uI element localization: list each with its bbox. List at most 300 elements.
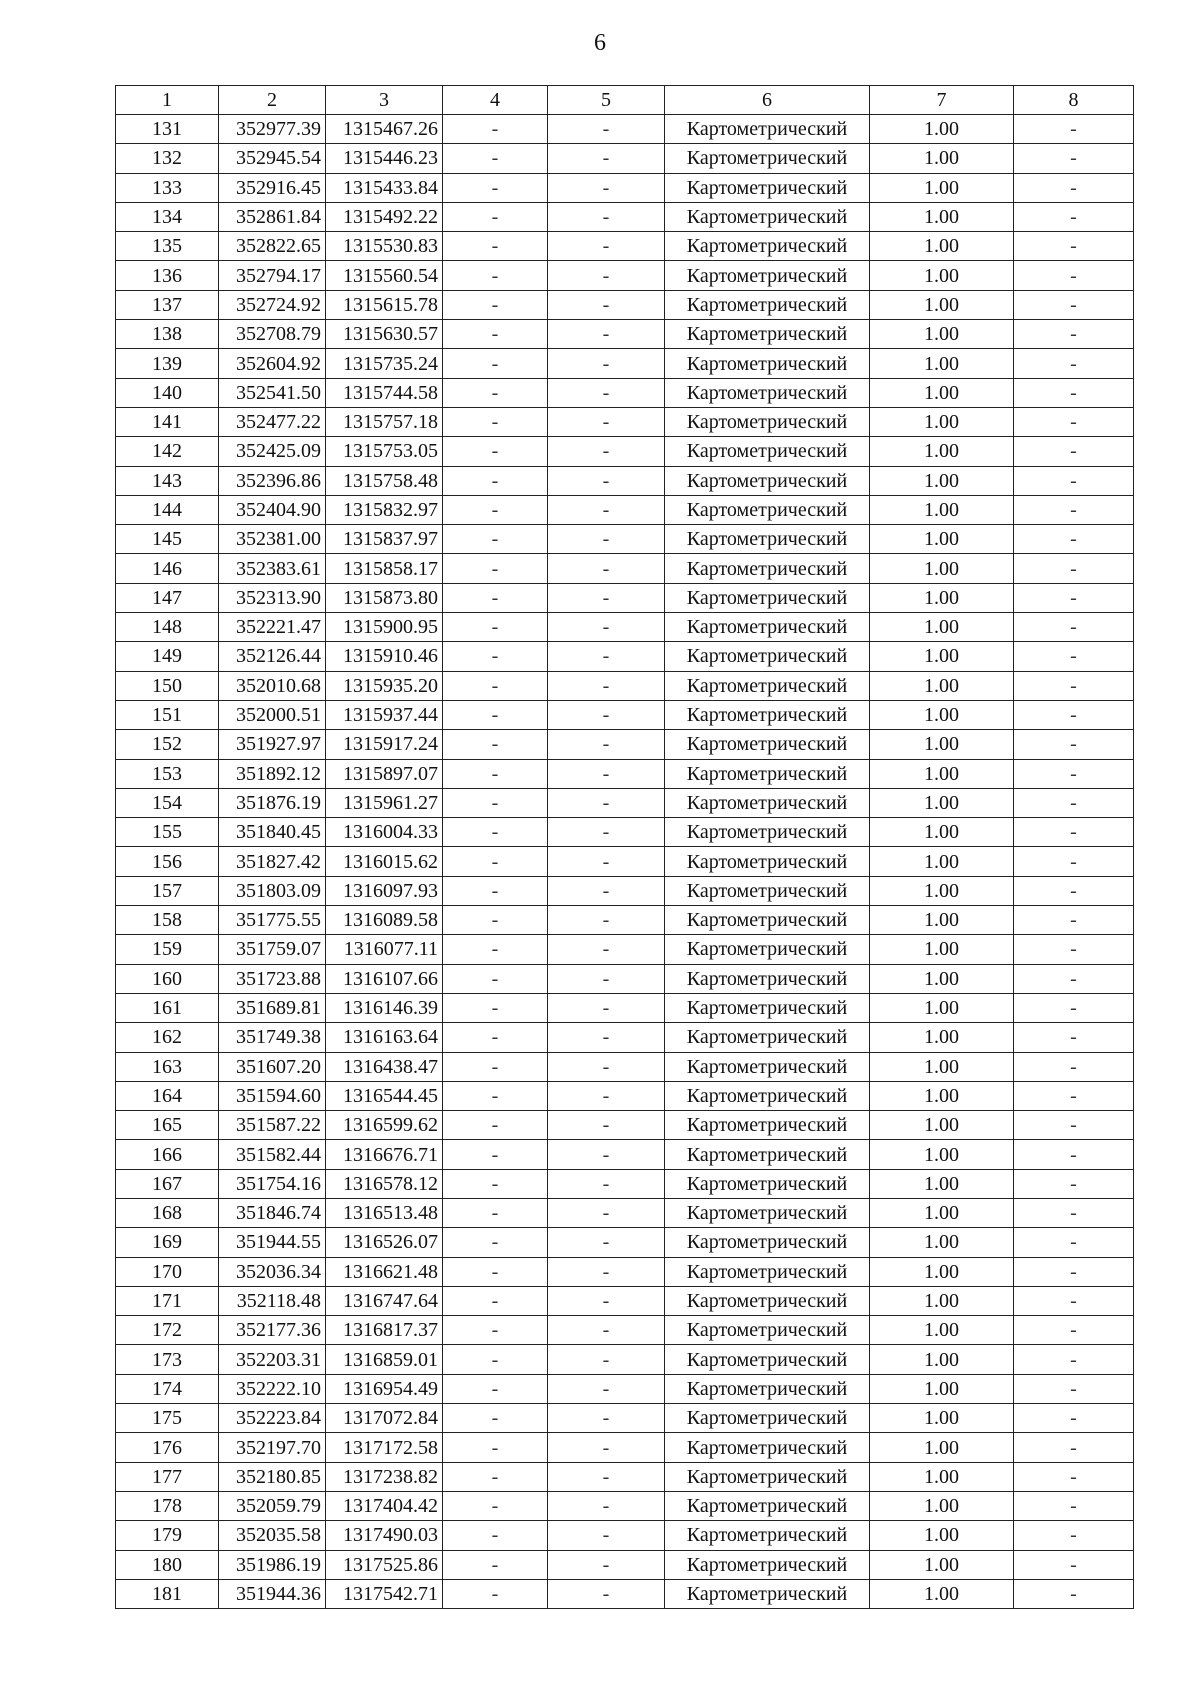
column-4-cell: -	[443, 759, 548, 788]
column-4-cell: -	[443, 407, 548, 436]
method-cell: Картометрический	[665, 437, 870, 466]
x-coordinate-cell: 351775.55	[219, 906, 326, 935]
column-4-cell: -	[443, 613, 548, 642]
column-5-cell: -	[548, 1433, 665, 1462]
method-cell: Картометрический	[665, 466, 870, 495]
column-4-cell: -	[443, 290, 548, 319]
table-row	[116, 993, 1134, 1022]
method-cell: Картометрический	[665, 1433, 870, 1462]
x-coordinate-cell: 351607.20	[219, 1052, 326, 1081]
column-8-cell: -	[1014, 993, 1134, 1022]
column-5-cell: -	[548, 935, 665, 964]
column-5-cell: -	[548, 1023, 665, 1052]
column-5-cell: -	[548, 1257, 665, 1286]
accuracy-cell: 1.00	[870, 1550, 1014, 1579]
column-4-cell: -	[443, 847, 548, 876]
x-coordinate-cell: 351986.19	[219, 1550, 326, 1579]
x-coordinate-cell: 352059.79	[219, 1491, 326, 1520]
column-4-cell: -	[443, 1550, 548, 1579]
column-8-cell: -	[1014, 730, 1134, 759]
x-coordinate-cell: 351582.44	[219, 1140, 326, 1169]
table-row	[116, 847, 1134, 876]
accuracy-cell: 1.00	[870, 437, 1014, 466]
accuracy-cell: 1.00	[870, 1433, 1014, 1462]
table-row	[116, 1462, 1134, 1491]
column-8-cell: -	[1014, 935, 1134, 964]
x-coordinate-cell: 351689.81	[219, 993, 326, 1022]
accuracy-cell: 1.00	[870, 1316, 1014, 1345]
accuracy-cell: 1.00	[870, 906, 1014, 935]
accuracy-cell: 1.00	[870, 671, 1014, 700]
accuracy-cell: 1.00	[870, 1257, 1014, 1286]
column-4-cell: -	[443, 466, 548, 495]
column-5-cell: -	[548, 525, 665, 554]
point-number-cell: 172	[116, 1316, 219, 1345]
y-coordinate-cell: 1315937.44	[326, 700, 443, 729]
accuracy-cell: 1.00	[870, 759, 1014, 788]
point-number-cell: 161	[116, 993, 219, 1022]
accuracy-cell: 1.00	[870, 1404, 1014, 1433]
accuracy-cell: 1.00	[870, 1111, 1014, 1140]
point-number-cell: 160	[116, 964, 219, 993]
column-8-cell: -	[1014, 1052, 1134, 1081]
y-coordinate-cell: 1317490.03	[326, 1521, 443, 1550]
accuracy-cell: 1.00	[870, 935, 1014, 964]
column-8-cell: -	[1014, 1228, 1134, 1257]
table-row	[116, 378, 1134, 407]
x-coordinate-cell: 351587.22	[219, 1111, 326, 1140]
table-row	[116, 554, 1134, 583]
table-row	[116, 1374, 1134, 1403]
point-number-cell: 173	[116, 1345, 219, 1374]
method-cell: Картометрический	[665, 232, 870, 261]
table-row	[116, 495, 1134, 524]
y-coordinate-cell: 1315492.22	[326, 202, 443, 231]
table-row	[116, 818, 1134, 847]
column-header-1: 1	[116, 86, 219, 115]
table-row	[116, 144, 1134, 173]
method-cell: Картометрический	[665, 700, 870, 729]
x-coordinate-cell: 352945.54	[219, 144, 326, 173]
point-number-cell: 181	[116, 1579, 219, 1608]
column-4-cell: -	[443, 935, 548, 964]
column-4-cell: -	[443, 1023, 548, 1052]
column-4-cell: -	[443, 1433, 548, 1462]
method-cell: Картометрический	[665, 1198, 870, 1227]
table-row	[116, 115, 1134, 144]
point-number-cell: 164	[116, 1081, 219, 1110]
point-number-cell: 150	[116, 671, 219, 700]
column-8-cell: -	[1014, 320, 1134, 349]
column-5-cell: -	[548, 1081, 665, 1110]
column-8-cell: -	[1014, 1286, 1134, 1315]
column-4-cell: -	[443, 1521, 548, 1550]
column-header-7: 7	[870, 86, 1014, 115]
accuracy-cell: 1.00	[870, 1579, 1014, 1608]
method-cell: Картометрический	[665, 525, 870, 554]
method-cell: Картометрический	[665, 613, 870, 642]
table-row	[116, 1052, 1134, 1081]
table-row	[116, 700, 1134, 729]
method-cell: Картометрический	[665, 1257, 870, 1286]
x-coordinate-cell: 352477.22	[219, 407, 326, 436]
point-number-cell: 163	[116, 1052, 219, 1081]
table-row	[116, 1579, 1134, 1608]
method-cell: Картометрический	[665, 349, 870, 378]
x-coordinate-cell: 352822.65	[219, 232, 326, 261]
method-cell: Картометрический	[665, 378, 870, 407]
column-5-cell: -	[548, 144, 665, 173]
accuracy-cell: 1.00	[870, 964, 1014, 993]
column-8-cell: -	[1014, 349, 1134, 378]
column-8-cell: -	[1014, 583, 1134, 612]
method-cell: Картометрический	[665, 964, 870, 993]
method-cell: Картометрический	[665, 173, 870, 202]
y-coordinate-cell: 1315961.27	[326, 788, 443, 817]
accuracy-cell: 1.00	[870, 1462, 1014, 1491]
column-8-cell: -	[1014, 1374, 1134, 1403]
accuracy-cell: 1.00	[870, 525, 1014, 554]
column-8-cell: -	[1014, 144, 1134, 173]
column-8-cell: -	[1014, 1491, 1134, 1520]
column-5-cell: -	[548, 1345, 665, 1374]
column-4-cell: -	[443, 1228, 548, 1257]
table-row	[116, 964, 1134, 993]
method-cell: Картометрический	[665, 1521, 870, 1550]
column-8-cell: -	[1014, 1111, 1134, 1140]
column-5-cell: -	[548, 232, 665, 261]
accuracy-cell: 1.00	[870, 407, 1014, 436]
table-row	[116, 173, 1134, 202]
y-coordinate-cell: 1317072.84	[326, 1404, 443, 1433]
method-cell: Картометрический	[665, 671, 870, 700]
y-coordinate-cell: 1316621.48	[326, 1257, 443, 1286]
column-4-cell: -	[443, 906, 548, 935]
column-4-cell: -	[443, 1052, 548, 1081]
table-row	[116, 466, 1134, 495]
table-row	[116, 349, 1134, 378]
column-5-cell: -	[548, 1404, 665, 1433]
accuracy-cell: 1.00	[870, 788, 1014, 817]
point-number-cell: 139	[116, 349, 219, 378]
x-coordinate-cell: 352381.00	[219, 525, 326, 554]
column-4-cell: -	[443, 642, 548, 671]
point-number-cell: 174	[116, 1374, 219, 1403]
column-8-cell: -	[1014, 525, 1134, 554]
point-number-cell: 141	[116, 407, 219, 436]
y-coordinate-cell: 1315560.54	[326, 261, 443, 290]
accuracy-cell: 1.00	[870, 290, 1014, 319]
accuracy-cell: 1.00	[870, 554, 1014, 583]
column-4-cell: -	[443, 1345, 548, 1374]
point-number-cell: 156	[116, 847, 219, 876]
accuracy-cell: 1.00	[870, 847, 1014, 876]
x-coordinate-cell: 352203.31	[219, 1345, 326, 1374]
point-number-cell: 148	[116, 613, 219, 642]
method-cell: Картометрический	[665, 1491, 870, 1520]
method-cell: Картометрический	[665, 290, 870, 319]
method-cell: Картометрический	[665, 144, 870, 173]
table-row	[116, 232, 1134, 261]
column-5-cell: -	[548, 1111, 665, 1140]
x-coordinate-cell: 351944.55	[219, 1228, 326, 1257]
x-coordinate-cell: 352541.50	[219, 378, 326, 407]
y-coordinate-cell: 1316077.11	[326, 935, 443, 964]
column-4-cell: -	[443, 1491, 548, 1520]
y-coordinate-cell: 1317542.71	[326, 1579, 443, 1608]
column-5-cell: -	[548, 759, 665, 788]
column-5-cell: -	[548, 583, 665, 612]
column-8-cell: -	[1014, 1345, 1134, 1374]
table-row	[116, 261, 1134, 290]
column-4-cell: -	[443, 1374, 548, 1403]
column-5-cell: -	[548, 1169, 665, 1198]
column-4-cell: -	[443, 495, 548, 524]
table-row	[116, 1023, 1134, 1052]
method-cell: Картометрический	[665, 1462, 870, 1491]
accuracy-cell: 1.00	[870, 818, 1014, 847]
method-cell: Картометрический	[665, 1345, 870, 1374]
x-coordinate-cell: 352197.70	[219, 1433, 326, 1462]
table-row	[116, 1169, 1134, 1198]
y-coordinate-cell: 1315897.07	[326, 759, 443, 788]
table-row	[116, 1316, 1134, 1345]
point-number-cell: 162	[116, 1023, 219, 1052]
x-coordinate-cell: 352794.17	[219, 261, 326, 290]
column-8-cell: -	[1014, 1433, 1134, 1462]
x-coordinate-cell: 352223.84	[219, 1404, 326, 1433]
accuracy-cell: 1.00	[870, 1491, 1014, 1520]
column-5-cell: -	[548, 378, 665, 407]
y-coordinate-cell: 1316747.64	[326, 1286, 443, 1315]
column-4-cell: -	[443, 700, 548, 729]
method-cell: Картометрический	[665, 788, 870, 817]
x-coordinate-cell: 351892.12	[219, 759, 326, 788]
point-number-cell: 138	[116, 320, 219, 349]
column-8-cell: -	[1014, 232, 1134, 261]
column-5-cell: -	[548, 788, 665, 817]
method-cell: Картометрический	[665, 1374, 870, 1403]
point-number-cell: 136	[116, 261, 219, 290]
column-4-cell: -	[443, 818, 548, 847]
column-5-cell: -	[548, 876, 665, 905]
table-row	[116, 730, 1134, 759]
y-coordinate-cell: 1315917.24	[326, 730, 443, 759]
column-8-cell: -	[1014, 495, 1134, 524]
method-cell: Картометрический	[665, 1052, 870, 1081]
column-4-cell: -	[443, 1169, 548, 1198]
point-number-cell: 178	[116, 1491, 219, 1520]
accuracy-cell: 1.00	[870, 1521, 1014, 1550]
method-cell: Картометрический	[665, 642, 870, 671]
x-coordinate-cell: 352313.90	[219, 583, 326, 612]
point-number-cell: 152	[116, 730, 219, 759]
x-coordinate-cell: 351827.42	[219, 847, 326, 876]
column-4-cell: -	[443, 144, 548, 173]
column-8-cell: -	[1014, 378, 1134, 407]
point-number-cell: 171	[116, 1286, 219, 1315]
y-coordinate-cell: 1317404.42	[326, 1491, 443, 1520]
method-cell: Картометрический	[665, 1316, 870, 1345]
y-coordinate-cell: 1316859.01	[326, 1345, 443, 1374]
column-5-cell: -	[548, 730, 665, 759]
x-coordinate-cell: 352404.90	[219, 495, 326, 524]
column-5-cell: -	[548, 320, 665, 349]
point-number-cell: 142	[116, 437, 219, 466]
table-row	[116, 1081, 1134, 1110]
column-8-cell: -	[1014, 554, 1134, 583]
column-8-cell: -	[1014, 1462, 1134, 1491]
accuracy-cell: 1.00	[870, 349, 1014, 378]
point-number-cell: 170	[116, 1257, 219, 1286]
y-coordinate-cell: 1315530.83	[326, 232, 443, 261]
point-number-cell: 145	[116, 525, 219, 554]
x-coordinate-cell: 351927.97	[219, 730, 326, 759]
column-8-cell: -	[1014, 1579, 1134, 1608]
accuracy-cell: 1.00	[870, 320, 1014, 349]
x-coordinate-cell: 351846.74	[219, 1198, 326, 1227]
column-8-cell: -	[1014, 642, 1134, 671]
column-5-cell: -	[548, 290, 665, 319]
method-cell: Картометрический	[665, 1550, 870, 1579]
table-row	[116, 1228, 1134, 1257]
y-coordinate-cell: 1315758.48	[326, 466, 443, 495]
point-number-cell: 137	[116, 290, 219, 319]
column-5-cell: -	[548, 466, 665, 495]
column-5-cell: -	[548, 202, 665, 231]
accuracy-cell: 1.00	[870, 1286, 1014, 1315]
table-row	[116, 1140, 1134, 1169]
x-coordinate-cell: 351759.07	[219, 935, 326, 964]
column-4-cell: -	[443, 378, 548, 407]
point-number-cell: 134	[116, 202, 219, 231]
table-row	[116, 935, 1134, 964]
column-4-cell: -	[443, 1081, 548, 1110]
y-coordinate-cell: 1316954.49	[326, 1374, 443, 1403]
accuracy-cell: 1.00	[870, 1374, 1014, 1403]
table-row	[116, 407, 1134, 436]
column-8-cell: -	[1014, 437, 1134, 466]
column-5-cell: -	[548, 993, 665, 1022]
point-number-cell: 176	[116, 1433, 219, 1462]
x-coordinate-cell: 352126.44	[219, 642, 326, 671]
column-5-cell: -	[548, 847, 665, 876]
column-4-cell: -	[443, 583, 548, 612]
y-coordinate-cell: 1315446.23	[326, 144, 443, 173]
point-number-cell: 151	[116, 700, 219, 729]
column-header-5: 5	[548, 86, 665, 115]
accuracy-cell: 1.00	[870, 466, 1014, 495]
table-row	[116, 437, 1134, 466]
point-number-cell: 159	[116, 935, 219, 964]
column-5-cell: -	[548, 554, 665, 583]
accuracy-cell: 1.00	[870, 202, 1014, 231]
x-coordinate-cell: 352035.58	[219, 1521, 326, 1550]
method-cell: Картометрический	[665, 202, 870, 231]
table-row	[116, 671, 1134, 700]
method-cell: Картометрический	[665, 320, 870, 349]
column-4-cell: -	[443, 261, 548, 290]
y-coordinate-cell: 1315467.26	[326, 115, 443, 144]
method-cell: Картометрический	[665, 1169, 870, 1198]
column-8-cell: -	[1014, 964, 1134, 993]
column-5-cell: -	[548, 115, 665, 144]
column-8-cell: -	[1014, 1257, 1134, 1286]
x-coordinate-cell: 351876.19	[219, 788, 326, 817]
column-5-cell: -	[548, 1462, 665, 1491]
column-4-cell: -	[443, 876, 548, 905]
method-cell: Картометрический	[665, 261, 870, 290]
y-coordinate-cell: 1315433.84	[326, 173, 443, 202]
column-4-cell: -	[443, 115, 548, 144]
column-4-cell: -	[443, 993, 548, 1022]
point-number-cell: 143	[116, 466, 219, 495]
x-coordinate-cell: 352383.61	[219, 554, 326, 583]
column-8-cell: -	[1014, 671, 1134, 700]
column-5-cell: -	[548, 700, 665, 729]
column-8-cell: -	[1014, 759, 1134, 788]
method-cell: Картометрический	[665, 1081, 870, 1110]
column-5-cell: -	[548, 407, 665, 436]
column-4-cell: -	[443, 232, 548, 261]
x-coordinate-cell: 352222.10	[219, 1374, 326, 1403]
column-8-cell: -	[1014, 1404, 1134, 1433]
column-8-cell: -	[1014, 818, 1134, 847]
method-cell: Картометрический	[665, 847, 870, 876]
y-coordinate-cell: 1316676.71	[326, 1140, 443, 1169]
method-cell: Картометрический	[665, 1579, 870, 1608]
point-number-cell: 155	[116, 818, 219, 847]
column-4-cell: -	[443, 1316, 548, 1345]
column-5-cell: -	[548, 1491, 665, 1520]
method-cell: Картометрический	[665, 407, 870, 436]
column-5-cell: -	[548, 261, 665, 290]
y-coordinate-cell: 1316513.48	[326, 1198, 443, 1227]
y-coordinate-cell: 1316817.37	[326, 1316, 443, 1345]
column-8-cell: -	[1014, 115, 1134, 144]
x-coordinate-cell: 352036.34	[219, 1257, 326, 1286]
column-5-cell: -	[548, 349, 665, 378]
table-row	[116, 1433, 1134, 1462]
x-coordinate-cell: 352425.09	[219, 437, 326, 466]
y-coordinate-cell: 1315873.80	[326, 583, 443, 612]
accuracy-cell: 1.00	[870, 1140, 1014, 1169]
table-row	[116, 1345, 1134, 1374]
column-header-4: 4	[443, 86, 548, 115]
point-number-cell: 132	[116, 144, 219, 173]
column-4-cell: -	[443, 1286, 548, 1315]
column-4-cell: -	[443, 202, 548, 231]
x-coordinate-cell: 352861.84	[219, 202, 326, 231]
column-5-cell: -	[548, 1521, 665, 1550]
table-row	[116, 876, 1134, 905]
x-coordinate-cell: 351749.38	[219, 1023, 326, 1052]
method-cell: Картометрический	[665, 759, 870, 788]
table-row	[116, 642, 1134, 671]
column-4-cell: -	[443, 1111, 548, 1140]
accuracy-cell: 1.00	[870, 1023, 1014, 1052]
column-4-cell: -	[443, 320, 548, 349]
method-cell: Картометрический	[665, 1140, 870, 1169]
table-row	[116, 320, 1134, 349]
column-5-cell: -	[548, 642, 665, 671]
point-number-cell: 149	[116, 642, 219, 671]
point-number-cell: 135	[116, 232, 219, 261]
column-4-cell: -	[443, 349, 548, 378]
column-8-cell: -	[1014, 290, 1134, 319]
point-number-cell: 177	[116, 1462, 219, 1491]
method-cell: Картометрический	[665, 1286, 870, 1315]
